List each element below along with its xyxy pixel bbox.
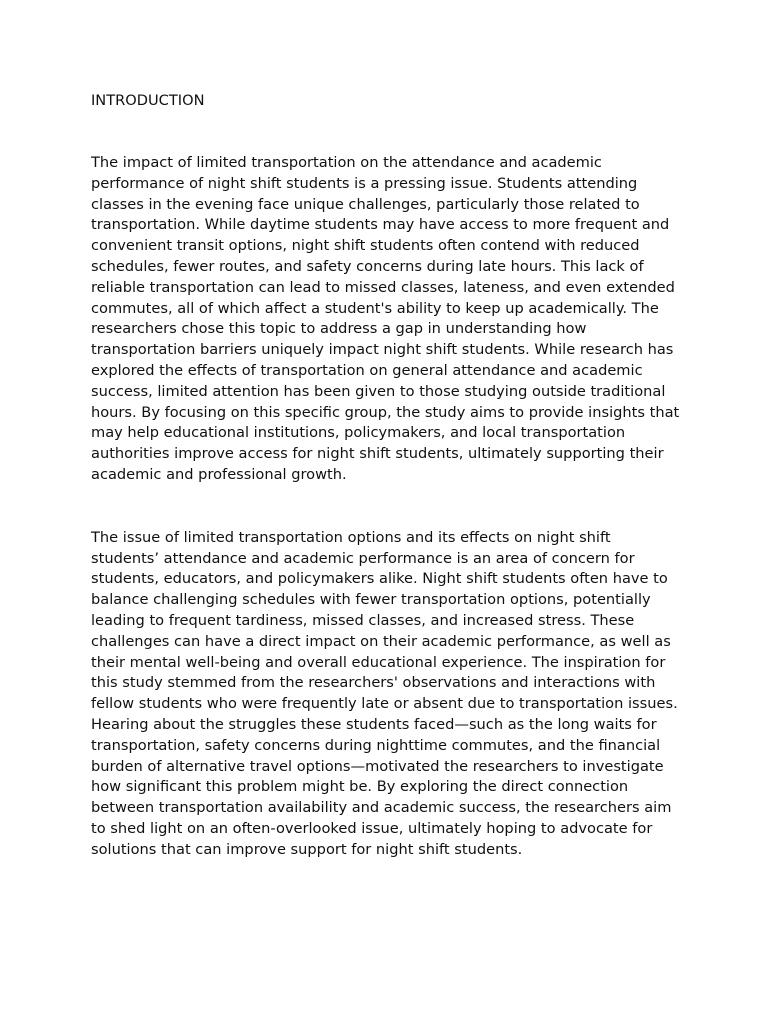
paragraph-1: The impact of limited transportation on the attendance and academic performance of night shift students is a pressing issue. Students attending classes in the evening face unique challenges, particularly those related to transportation. While daytime students may have access to more frequent and convenient transit options, night shift students often contend with reduced schedules, fewer routes, and safety concerns during late hours. This lack of reliable transportation can lead to missed classes, lateness, and even extended commutes, all of which affect a student's ability to keep up academically. The researchers chose this topic to address a gap in understanding how transportation barriers uniquely impact night shift students. While research has explored the effects of transportation on general attendance and academic success, limited attention has been given to those studying outside traditional hours. By focusing on this specific group, the study aims to provide insights that may help educational institutions, policymakers, and local transportation authorities improve access for night shift students, ultimately supporting their academic and professional growth.: [91, 154, 680, 483]
section-heading: INTRODUCTION: [91, 92, 205, 109]
paragraph-2: The issue of limited transportation options and its effects on night shift students’ attendance and academic performance is an area of concern for students, educators, and policymakers alike. Night shift students often have to balance challenging schedules with fewer transportation options, potentially leading to frequent tardiness, missed classes, and increased stress. These challenges can have a direct impact on their academic performance, as well as their mental well-being and overall educational experience. The inspiration for this study stemmed from the researchers' observations and interactions with fellow students who were frequently late or absent due to transportation issues. Hearing about the struggles these students faced—such as the long waits for transportation, safety concerns during nighttime commutes, and the financial burden of alternative travel options—motivated the researchers to investigate how significant this problem might be. By exploring the direct connection between transportation availability and academic success, the researchers aim to shed light on an often-overlooked issue, ultimately hoping to advocate for solutions that can improve support for night shift students.: [91, 528, 678, 858]
document-body: [91, 90, 681, 861]
